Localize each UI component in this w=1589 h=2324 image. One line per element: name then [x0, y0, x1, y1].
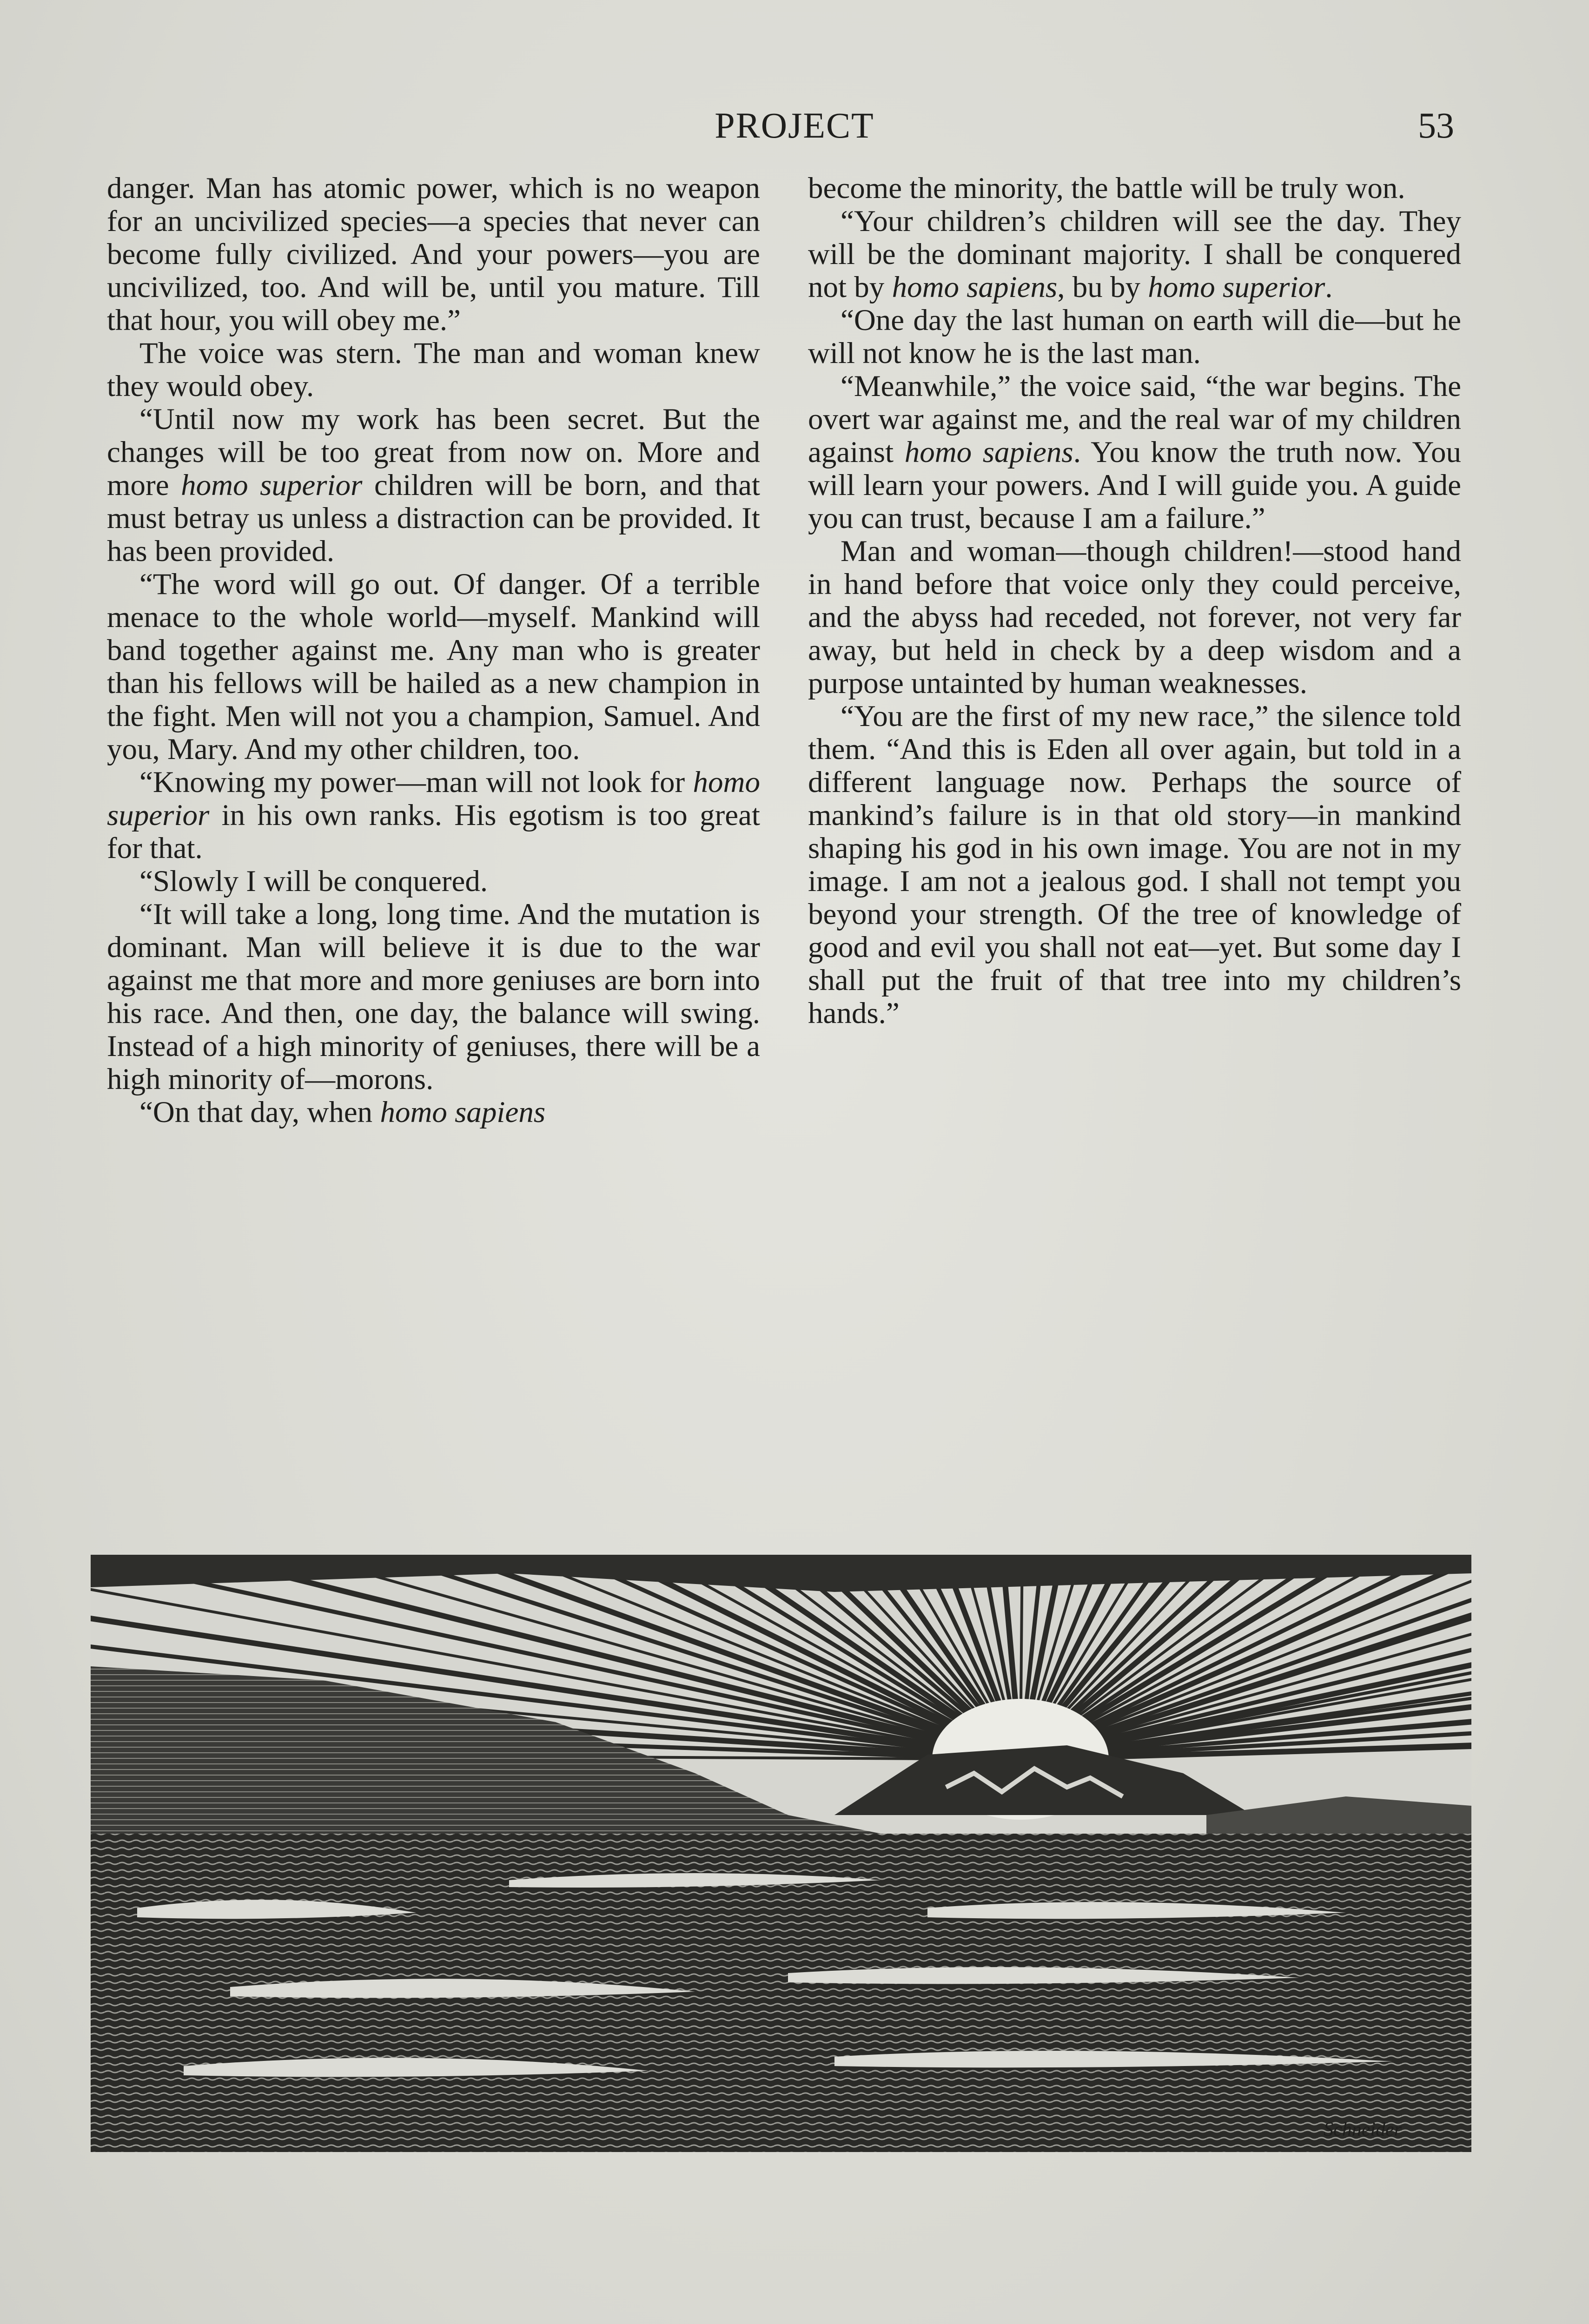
paragraph: become the minority, the battle will be truly won. — [808, 172, 1405, 205]
paragraph: Man and woman—though children!—stood hand in hand before that voice only they could perceive, and the abyss had receded, not forever, not very far away, but held in check by a deep wisdom and a purpose untainted by human weaknesses. — [808, 535, 1461, 700]
paragraph: “Your children’s children will see the day. They will be the dominant majority. I shall be conquered not by homo sapiens, bu by homo superior. — [808, 205, 1461, 304]
sunset-illustration — [91, 1555, 1471, 2152]
paragraph: “Meanwhile,” the voice said, “the war begins. The overt war against me, and the real war of my children against homo sapiens. You know the truth now. You will learn your powers. And I will guide you. A guide you can trust, because I am a failure.” — [808, 370, 1461, 535]
paragraph: “The word will go out. Of danger. Of a terrible menace to the whole world—myself. Mankind will band together against me. Any man who is greater than his fellows will be hailed as a new champion in the fight. Men will not you a champion, Samuel. And you, Mary. And my other children, too. — [107, 568, 760, 766]
text-column-right — [808, 172, 1461, 1030]
text-column-left — [107, 172, 760, 1129]
paragraph: “You are the first of my new race,” the silence told them. “And this is Eden all over again, but told in a different language now. Perhaps the source of mankind’s failure is in that old story—in mankind shaping his god in his own image. You are not in my image. I am not a jealous god. I shall not tempt you beyond your strength. Of the tree of knowledge of good and evil you shall not eat—yet. But some day I shall put the fruit of that tree into my children’s hands.” — [808, 700, 1461, 1030]
artist-signature: Schneider — [1324, 2119, 1402, 2140]
paragraph: “On that day, when homo sapiens — [139, 1096, 546, 1129]
page-number: 53 — [1418, 105, 1454, 145]
paragraph: danger. Man has atomic power, which is no weapon for an uncivilized species—a species that never can become fully civilized. And your powers—you are uncivilized, too. And will be, until you mature. Till that hour, you will obey me.” — [107, 172, 760, 337]
paragraph: “Until now my work has been secret. But the changes will be too great from now on. More and more homo superior children will be born, and that must betray us unless a distraction can be provided. It has been provided. — [107, 403, 760, 568]
paragraph: “Knowing my power—man will not look for homo superior in his own ranks. His egotism is too great for that. — [107, 766, 760, 865]
running-header-title: PROJECT — [715, 105, 874, 145]
paragraph: “Slowly I will be conquered. — [139, 865, 488, 898]
paragraph: The voice was stern. The man and woman knew they would obey. — [107, 337, 760, 403]
paragraph: “It will take a long, long time. And the mutation is dominant. Man will believe it is due to the war against me that more and more geniuses are born into his race. And then, one day, the balance will swing. Instead of a high minority of geniuses, there will be a high minority of—morons. — [107, 898, 760, 1096]
paragraph: “One day the last human on earth will die—but he will not know he is the last man. — [808, 304, 1461, 370]
